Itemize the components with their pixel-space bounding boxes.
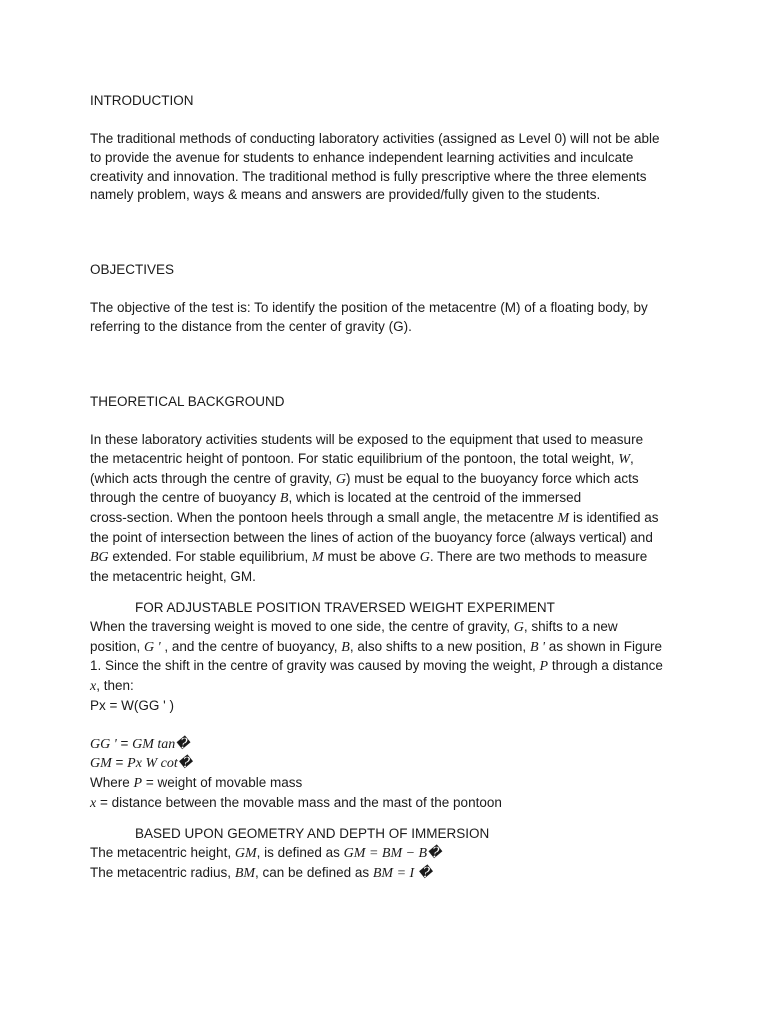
paragraph-line: referring to the distance from the center of gravity (G). [90, 318, 412, 334]
paragraph-line: the metacentric height, GM. [90, 568, 256, 584]
paragraph-line: When the traversing weight is moved to one side, the centre of gravity, G, shifts to a new [90, 618, 618, 635]
objectives-paragraph [90, 299, 690, 337]
equation-line: GG ' = GM tan� [90, 735, 190, 752]
blank-line [90, 716, 690, 735]
paragraph-line: BG extended. For stable equilibrium, M must be above G. There are two methods to measure [90, 548, 648, 565]
objectives-heading: OBJECTIVES [90, 262, 175, 277]
introduction-paragraph [90, 130, 690, 205]
paragraph-line: The metacentric height, GM, is defined as GM = BM − B� [90, 844, 442, 861]
paragraph-line: position, G ' , and the centre of buoyancy, B, also shifts to a new position, B ' as shown in Figure [90, 638, 663, 655]
definition-line: Where P = weight of movable mass [90, 775, 303, 792]
geometry-heading: BASED UPON GEOMETRY AND DEPTH OF IMMERSION [135, 826, 490, 841]
paragraph-line: the point of intersection between the lines of action of the buoyancy force (always vertical) and [90, 529, 653, 545]
paragraph-line: to provide the avenue for students to enhance independent learning activities and inculcate [90, 149, 634, 165]
theory-paragraph [90, 431, 690, 586]
equation-line: GM = Px W cot� [90, 755, 193, 772]
traverse-heading: FOR ADJUSTABLE POSITION TRAVERSED WEIGHT EXPERIMENT [135, 600, 555, 615]
paragraph-line: (which acts through the centre of gravity, G) must be equal to the buoyancy force which acts [90, 470, 639, 487]
theory-heading: THEORETICAL BACKGROUND [90, 394, 285, 409]
equation-line: Px = W(GG ' ) [90, 697, 174, 713]
geometry-section [90, 825, 690, 883]
paragraph-line: the metacentric height of pontoon. For static equilibrium of the pontoon, the total weight, W, [90, 450, 634, 467]
paragraph-line: The metacentric radius, BM, can be defined as BM = I � [90, 864, 433, 881]
definition-line: x = distance between the movable mass and the mast of the pontoon [90, 794, 502, 811]
paragraph-line: through the centre of buoyancy B, which is located at the centroid of the immersed [90, 490, 582, 507]
paragraph-line: x, then: [90, 678, 134, 695]
paragraph-line: In these laboratory activities students will be exposed to the equipment that used to measure [90, 432, 644, 447]
traverse-section [90, 599, 690, 814]
paragraph-line: The traditional methods of conducting laboratory activities (assigned as Level 0) will not be able [90, 131, 660, 146]
paragraph-line: namely problem, ways & means and answers are provided/fully given to the students. [90, 187, 601, 203]
introduction-heading: INTRODUCTION [90, 93, 194, 108]
paragraph-line: The objective of the test is: To identify the position of the metacentre (M) of a floating body, by [90, 300, 648, 315]
paragraph-line: creativity and innovation. The traditional method is fully prescriptive where the three elements [90, 168, 647, 184]
paragraph-line: cross-section. When the pontoon heels through a small angle, the metacentre M is identified as [90, 510, 659, 527]
paragraph-line: 1. Since the shift in the centre of gravity was caused by moving the weight, P through a distance [90, 658, 663, 675]
